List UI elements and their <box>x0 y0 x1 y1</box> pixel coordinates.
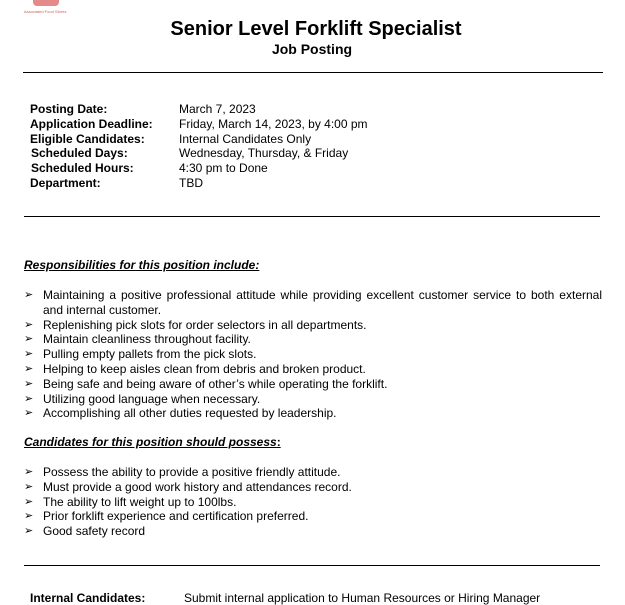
list-item <box>24 495 602 510</box>
responsibilities-list <box>24 288 602 421</box>
detail-value: Internal Candidates Only <box>179 131 312 146</box>
list-item <box>24 480 602 495</box>
list-item <box>24 288 602 318</box>
candidates-heading-colon: : <box>276 435 281 449</box>
detail-value: Wednesday, Thursday, & Friday <box>179 146 349 161</box>
arrow-bullet-icon: ➢ <box>24 289 34 301</box>
detail-value: TBD <box>179 175 203 190</box>
page-subtitle: Job Posting <box>271 41 353 57</box>
arrow-bullet-icon: ➢ <box>24 495 34 508</box>
divider-details <box>24 216 600 217</box>
detail-label: Eligible Candidates: <box>30 131 145 146</box>
arrow-bullet-icon: ➢ <box>24 466 34 478</box>
company-logo <box>24 0 84 16</box>
arrow-bullet-icon: ➢ <box>24 525 34 538</box>
divider-top <box>23 72 603 73</box>
list-item-text: Maintaining a positive professional attitude while providing excellent customer service to both external and internal customer. <box>43 288 602 317</box>
page-title: Senior Level Forklift Specialist <box>170 18 462 40</box>
list-item <box>24 392 602 407</box>
arrow-bullet-icon: ➢ <box>24 318 34 331</box>
detail-row-posting-date <box>30 102 368 117</box>
detail-row-application-deadline <box>30 117 368 132</box>
candidates-heading <box>24 435 281 449</box>
list-item-text: The ability to lift weight up to 100lbs. <box>43 494 237 509</box>
internal-candidates-value: Submit internal application to Human Resources or Hiring Manager <box>184 591 541 605</box>
candidates-list <box>24 465 602 539</box>
detail-label: Posting Date: <box>30 102 108 116</box>
detail-label: Application Deadline: <box>30 116 153 131</box>
arrow-bullet-icon: ➢ <box>24 377 34 390</box>
list-item-text: Helping to keep aisles clean from debris and broken product. <box>43 361 366 376</box>
list-item-text: Possess the ability to provide a positive friendly attitude. <box>43 465 341 479</box>
responsibilities-heading <box>24 258 259 272</box>
detail-value: March 7, 2023 <box>179 102 256 116</box>
list-item <box>24 347 602 362</box>
list-item-text: Utilizing good language when necessary. <box>43 391 261 406</box>
list-item <box>24 509 602 524</box>
list-item <box>24 465 602 480</box>
logo-mark <box>33 0 59 6</box>
detail-row-eligible-candidates <box>30 132 368 147</box>
list-item <box>24 524 602 539</box>
arrow-bullet-icon: ➢ <box>24 333 34 346</box>
list-item-text: Pulling empty pallets from the pick slots. <box>43 347 257 362</box>
list-item <box>24 362 602 377</box>
detail-row-scheduled-hours <box>30 161 368 176</box>
list-item-text: Being safe and being aware of other’s while operating the forklift. <box>43 376 388 391</box>
divider-bottom <box>24 565 600 566</box>
detail-row-department <box>30 176 368 191</box>
detail-label: Scheduled Days: <box>31 146 128 161</box>
list-item <box>24 377 602 392</box>
arrow-bullet-icon: ➢ <box>24 407 34 420</box>
list-item-text: Maintain cleanliness throughout facility. <box>43 332 251 347</box>
list-item <box>24 318 602 333</box>
list-item-text: Accomplishing all other duties requested by leadership. <box>43 406 337 421</box>
list-item-text: Must provide a good work history and attendances record. <box>43 479 352 494</box>
list-item <box>24 406 602 421</box>
arrow-bullet-icon: ➢ <box>24 480 34 493</box>
arrow-bullet-icon: ➢ <box>24 362 34 375</box>
detail-row-scheduled-days <box>30 146 368 161</box>
internal-candidates-label: Internal Candidates: <box>30 591 146 605</box>
list-item-text: Good safety record <box>43 524 146 539</box>
list-item-text: Replenishing pick slots for order selectors in all departments. <box>43 317 367 332</box>
detail-value: Friday, March 14, 2023, by 4:00 pm <box>179 116 368 131</box>
detail-value: 4:30 pm to Done <box>179 161 268 176</box>
list-item-text: Prior forklift experience and certification preferred. <box>43 509 309 524</box>
detail-label: Scheduled Hours: <box>31 161 134 176</box>
candidates-heading-text: Candidates for this position should possess <box>24 435 277 449</box>
list-item <box>24 332 602 347</box>
logo-text: Associated Food Stores <box>24 9 67 14</box>
arrow-bullet-icon: ➢ <box>24 348 34 361</box>
internal-candidates-row <box>30 591 540 605</box>
arrow-bullet-icon: ➢ <box>24 510 34 523</box>
arrow-bullet-icon: ➢ <box>24 392 34 405</box>
responsibilities-heading-text: Responsibilities for this position include: <box>24 258 260 272</box>
detail-label: Department: <box>30 175 101 190</box>
posting-details <box>30 102 368 191</box>
